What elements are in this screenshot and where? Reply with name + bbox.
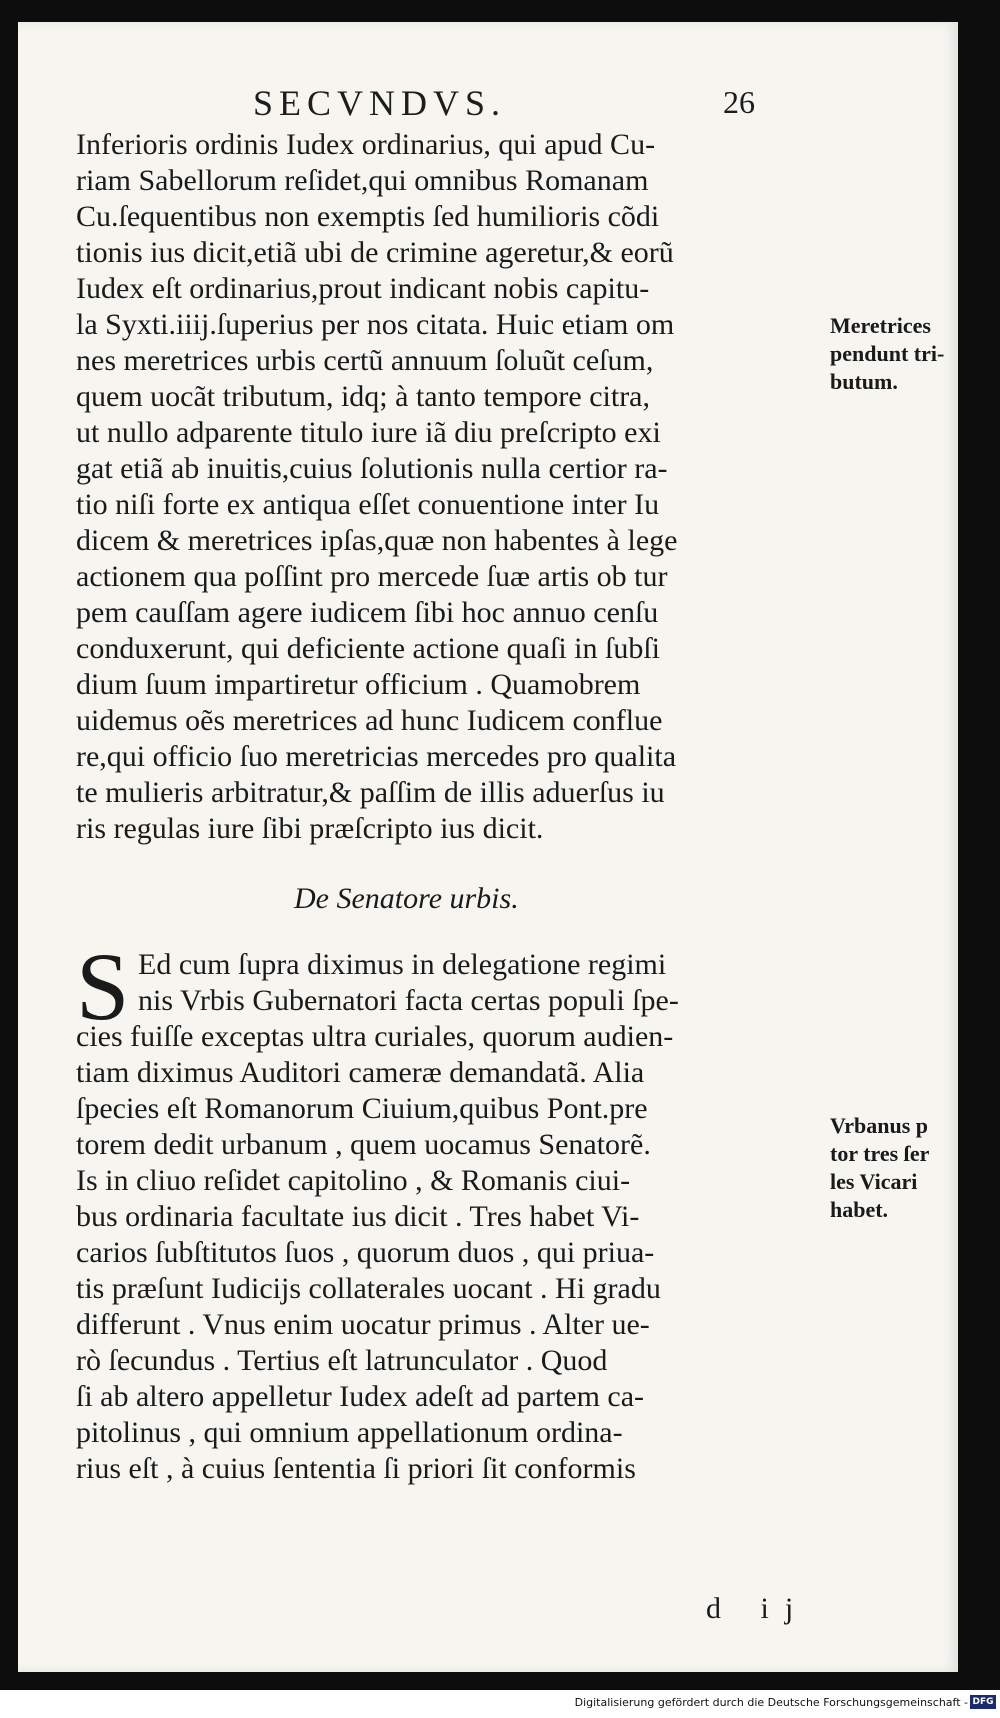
text-line: quem uocãt tributum, idq; à tanto tempore citra, — [76, 380, 650, 413]
dfg-logo-icon: DFG — [970, 1695, 996, 1709]
footer-bar — [0, 1690, 1000, 1718]
text-line: rius eſt , à cuius ſententia ſi priori ſit conformis — [76, 1452, 636, 1485]
text-line: ſpecies eſt Romanorum Ciuium,quibus Pont.pre — [76, 1092, 648, 1125]
drop-cap: S — [76, 933, 130, 1040]
text-line: ut nullo adparente titulo iure iã diu preſcripto exi — [76, 416, 661, 449]
page-header — [18, 82, 958, 126]
text-line: la Syxti.iiij.ſuperius per nos citata. Huic etiam om — [76, 308, 675, 341]
text-line: actionem qua poſſint pro mercede ſuæ artis ob tur — [76, 560, 668, 593]
text-line: conduxerunt, qui deficiente actione quaſi in ſubſi — [76, 632, 660, 665]
paragraph-1 — [76, 127, 811, 847]
text-line: pem cauſſam agere iudicem ſibi hoc annuo cenſu — [76, 596, 659, 629]
text-line: te mulieris arbitratur,& paſſim de illis aduerſus iu — [76, 776, 665, 809]
page-number: 26 — [723, 84, 755, 120]
text-line: riam Sabellorum reſidet,qui omnibus Romanam — [76, 164, 649, 197]
margin-note-urbanus — [830, 1112, 960, 1224]
text-line: ris regulas iure ſibi præſcripto ius dicit. — [76, 812, 544, 845]
text-line: differunt . Vnus enim uocatur primus . Alter ue- — [76, 1308, 650, 1341]
paragraph-2 — [76, 933, 811, 1487]
margin-note-line: butum. — [830, 369, 898, 394]
text-line: Is in cliuo reſidet capitolino , & Romanis ciui- — [76, 1164, 631, 1197]
text-line: dium ſuum impartiretur officium . Quamobrem — [76, 668, 641, 701]
margin-note-line: Vrbanus p — [830, 1113, 929, 1138]
text-line: dicem & meretrices ipſas,quæ non habentes à lege — [76, 524, 678, 557]
text-line: torem dedit urbanum , quem uocamus Senatorẽ. — [76, 1128, 651, 1161]
funding-credit: Digitalisierung gefördert durch die Deutsche Forschungsgemeinschaft - — [574, 1696, 968, 1709]
text-line: re,qui officio ſuo meretricias mercedes pro qualita — [76, 740, 677, 773]
text-line: rò ſecundus . Tertius eſt latrunculator . Quod — [76, 1344, 608, 1377]
text-line: gat etiã ab inuitis,cuius ſolutionis nulla certior ra- — [76, 452, 668, 485]
margin-note-line: habet. — [830, 1197, 889, 1222]
text-line: cies fuiſſe exceptas ultra curiales, quorum audien- — [76, 1020, 674, 1053]
text-line: nes meretrices urbis certũ annuum ſoluũt ceſum, — [76, 344, 654, 377]
margin-note-line: les Vicari — [830, 1169, 918, 1194]
margin-note-line: tor tres ſer — [830, 1141, 930, 1166]
text-line: bus ordinaria facultate ius dicit . Tres habet Vi- — [76, 1200, 640, 1233]
margin-note-line: pendunt tri- — [830, 341, 945, 366]
text-line: tiam diximus Auditori cameræ demandatã. Alia — [76, 1056, 645, 1089]
text-line: pitolinus , qui omnium appellationum ordina- — [76, 1416, 623, 1449]
text-line: tis præſunt Iudicijs collaterales uocant . Hi gradu — [76, 1272, 661, 1305]
text-line: carios ſubſtitutos ſuos , quorum duos , qui priua- — [76, 1236, 655, 1269]
text-line: ſi ab altero appelletur Iudex adeſt ad partem ca- — [76, 1380, 645, 1413]
section-heading: De Senatore urbis. — [294, 882, 519, 915]
signature-mark: d ij — [706, 1592, 810, 1625]
text-line: Inferioris ordinis Iudex ordinarius, qui apud Cu- — [76, 128, 656, 161]
text-line: Iudex eſt ordinarius,prout indicant nobis capitu- — [76, 272, 650, 305]
margin-note-line: Meretrices — [830, 313, 931, 338]
text-line: nis Vrbis Gubernatori facta certas populi ſpe- — [138, 984, 679, 1017]
text-line: Cu.ſequentibus non exemptis ſed humilioris cõdi — [76, 200, 660, 233]
margin-note-meretrices — [830, 312, 960, 396]
running-head: SECVNDVS. — [253, 83, 507, 123]
book-page — [18, 22, 958, 1672]
text-line: Ed cum ſupra diximus in delegatione regimi — [138, 948, 667, 981]
text-line: uidemus oẽs meretrices ad hunc Iudicem conflue — [76, 704, 663, 737]
text-line: tionis ius dicit,etiã ubi de crimine ageretur,& eorũ — [76, 236, 674, 269]
text-line: tio niſi forte ex antiqua eſſet conuentione inter Iu — [76, 488, 660, 521]
